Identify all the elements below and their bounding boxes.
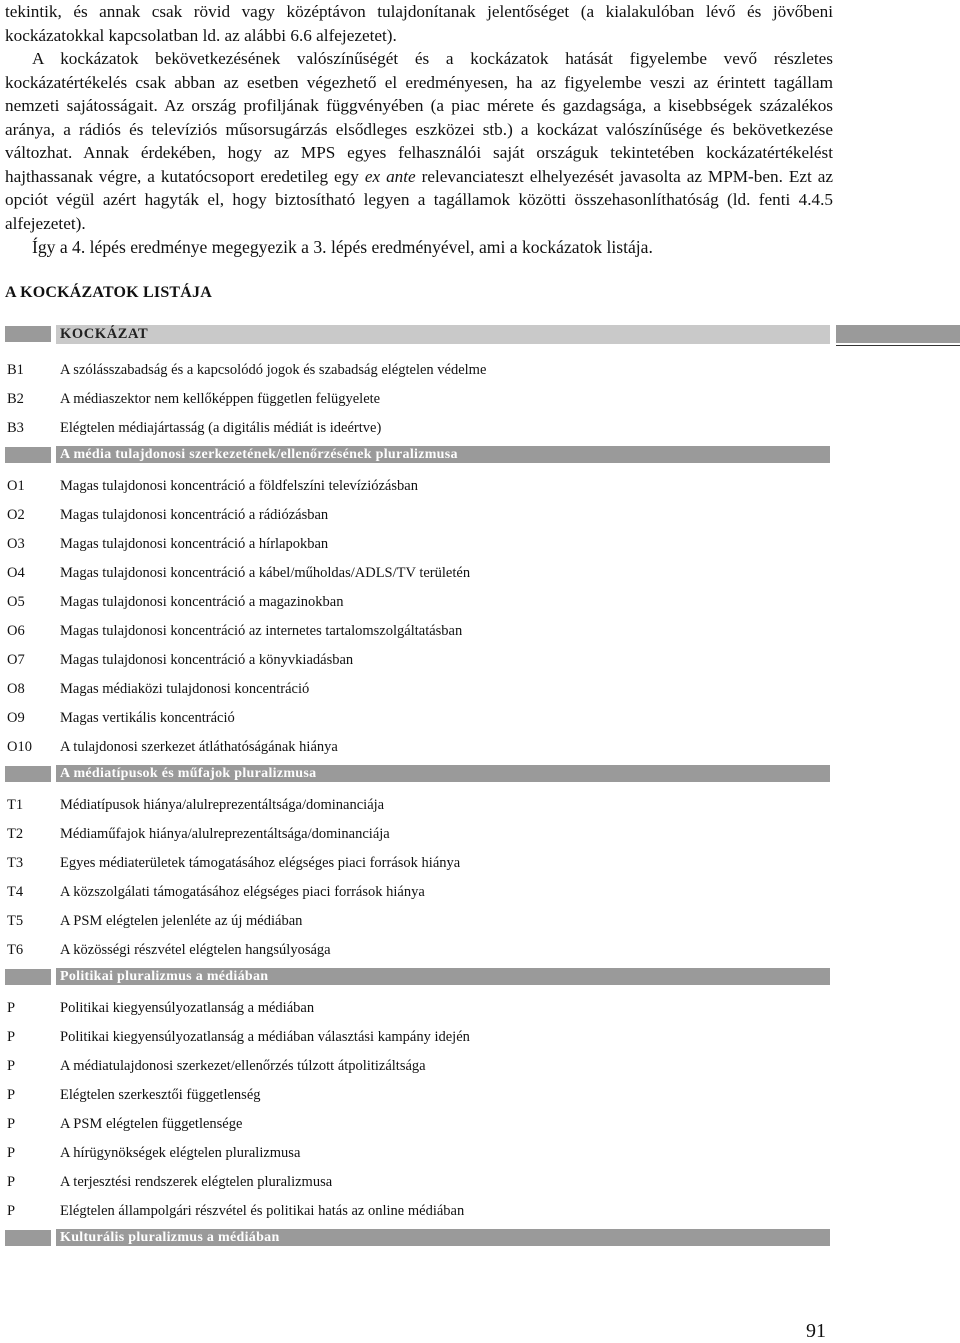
table-row bbox=[0, 678, 830, 700]
table-row bbox=[0, 1142, 830, 1164]
table-row bbox=[0, 852, 830, 874]
risk-code: O10 bbox=[7, 739, 32, 755]
risk-description: A tulajdonosi szerkezet átláthatóságának hiánya bbox=[60, 739, 338, 755]
table-row bbox=[0, 1113, 830, 1135]
risk-code: B1 bbox=[7, 362, 24, 378]
risk-description: A terjesztési rendszerek elégtelen pluralizmusa bbox=[60, 1174, 333, 1190]
table-row bbox=[0, 562, 830, 584]
table-header-bar bbox=[56, 325, 830, 344]
risk-code: T5 bbox=[7, 913, 24, 929]
risk-code: T1 bbox=[7, 797, 24, 813]
table-row bbox=[0, 1171, 830, 1193]
risk-code: O2 bbox=[7, 507, 25, 523]
risk-description: A PSM elégtelen függetlensége bbox=[60, 1116, 243, 1132]
risk-description: A PSM elégtelen jelenléte az új médiában bbox=[60, 913, 303, 929]
section-bar-left bbox=[5, 447, 51, 463]
risk-description: Magas tulajdonosi koncentráció az internetes tartalomszolgáltatásban bbox=[60, 623, 463, 639]
risk-code: T6 bbox=[7, 942, 24, 958]
risk-description: Egyes médiaterületek támogatásához elégséges piaci források hiánya bbox=[60, 855, 461, 871]
table-row bbox=[0, 417, 830, 439]
table-row bbox=[0, 1200, 830, 1222]
body-paragraph-part-1: A kockázatok bekövetkezésének valószínűségét és a kockázatok hatását figyelembe vevő részletes kockázatértékelés csak abban az esetben végezhető el eredményesen, ha az figyelembe veszi az érintett tagállam nemzeti sajátosságait. Az ország profiljának függvényében (a piac mérete és gazdagsága, a kisebbségek százalékos aránya, a rádiós és televíziós műsorsugárzás elsődleges eszközei stb.) a kockázat valószínűsége és bekövetkezése változhat. Annak érdekében, hogy az MPS egyes felhasználói saját országuk tekintetében kockázatértékelést hajthassanak végre, a kutatócsoport eredetileg egy bbox=[5, 49, 833, 186]
section-title: A média tulajdonosi szerkezetének/ellenőrzésének pluralizmusa bbox=[60, 447, 458, 462]
risk-code: P bbox=[7, 1145, 16, 1161]
table-row bbox=[0, 910, 830, 932]
risk-code: P bbox=[7, 1174, 16, 1190]
risk-code: O8 bbox=[7, 681, 25, 697]
risk-code: T3 bbox=[7, 855, 24, 871]
risk-description: A szólásszabadság és a kapcsolódó jogok és szabadság elégtelen védelme bbox=[60, 362, 487, 378]
risk-code: O5 bbox=[7, 594, 25, 610]
risk-description: Elégtelen médiajártasság (a digitális médiát is ideértve) bbox=[60, 420, 382, 436]
risk-description: A közszolgálati támogatásához elégséges piaci források hiánya bbox=[60, 884, 425, 900]
risk-description: Magas tulajdonosi koncentráció a könyvkiadásban bbox=[60, 652, 354, 668]
risk-description: Magas tulajdonosi koncentráció a magazinokban bbox=[60, 594, 344, 610]
body-paragraph-italic: ex ante bbox=[364, 166, 416, 186]
table-row bbox=[0, 591, 830, 613]
table-row bbox=[0, 794, 830, 816]
risk-description: A médiaszektor nem kellőképpen független felügyelete bbox=[60, 391, 381, 407]
risk-description: Magas tulajdonosi koncentráció a földfelszíni televíziózásban bbox=[60, 478, 418, 494]
table-row bbox=[0, 359, 830, 381]
risk-code: O3 bbox=[7, 536, 25, 552]
section-title: A médiatípusok és műfajok pluralizmusa bbox=[60, 766, 317, 781]
body-paragraph bbox=[5, 47, 833, 235]
table-row bbox=[0, 620, 830, 642]
risk-code: B2 bbox=[7, 391, 24, 407]
table-row bbox=[0, 533, 830, 555]
section-header-bar bbox=[56, 765, 830, 782]
table-row bbox=[0, 736, 830, 758]
risk-description: Politikai kiegyensúlyozatlanság a médiában bbox=[60, 1000, 315, 1016]
risk-code: O4 bbox=[7, 565, 25, 581]
table-row bbox=[0, 1055, 830, 1077]
decorative-bar-right bbox=[836, 325, 960, 343]
risk-code: P bbox=[7, 1058, 16, 1074]
section-bar-left bbox=[5, 326, 51, 342]
risk-description: A hírügynökségek elégtelen pluralizmusa bbox=[60, 1145, 301, 1161]
table-row bbox=[0, 707, 830, 729]
risk-code: P bbox=[7, 1087, 16, 1103]
table-row bbox=[0, 1026, 830, 1048]
body-paragraph-part-2: relevanciateszt elhelyezését javasolta az MPM-ben. Ezt az opciót végül azért hagyták el, hogy biztosítható legyen a tagállamok közötti összehasonlíthatóság (ld. fenti 4.4.5 alfejezetet). bbox=[5, 166, 833, 233]
table-row bbox=[0, 1084, 830, 1106]
section-title: Kulturális pluralizmus a médiában bbox=[60, 1230, 280, 1245]
risk-description: Magas tulajdonosi koncentráció a rádiózásban bbox=[60, 507, 329, 523]
table-row bbox=[0, 475, 830, 497]
risk-code: O7 bbox=[7, 652, 25, 668]
risk-description: Politikai kiegyensúlyozatlanság a médiában választási kampány idején bbox=[60, 1029, 470, 1045]
risk-description: Magas vertikális koncentráció bbox=[60, 710, 235, 726]
table-row bbox=[0, 388, 830, 410]
section-bar-left bbox=[5, 969, 51, 985]
section-header-bar bbox=[56, 1229, 830, 1246]
table-row bbox=[0, 881, 830, 903]
decorative-line-right bbox=[836, 345, 960, 346]
risk-code: P bbox=[7, 1116, 16, 1132]
conclusion-paragraph: Így a 4. lépés eredménye megegyezik a 3. lépés eredményével, ami a kockázatok listája. bbox=[32, 237, 653, 257]
table-header-label: KOCKÁZAT bbox=[60, 326, 149, 342]
risk-description: Elégtelen állampolgári részvétel és politikai hatás az online médiában bbox=[60, 1203, 465, 1219]
risk-description: Magas médiaközi tulajdonosi koncentráció bbox=[60, 681, 310, 697]
intro-paragraph: tekintik, és annak csak rövid vagy középtávon tulajdonítanak jelentőséget (a kialakulóban lévő és jövőbeni kockázatokkal kapcsolatban ld. az alábbi 6.6 alfejezetet). bbox=[5, 2, 833, 45]
section-heading: A KOCKÁZATOK LISTÁJA bbox=[5, 284, 213, 301]
table-row bbox=[0, 823, 830, 845]
risk-code: O6 bbox=[7, 623, 25, 639]
table-row bbox=[0, 649, 830, 671]
risk-code: P bbox=[7, 1000, 16, 1016]
risk-description: Médiatípusok hiánya/alulreprezentáltsága/dominanciája bbox=[60, 797, 385, 813]
section-bar-left bbox=[5, 766, 51, 782]
section-title: Politikai pluralizmus a médiában bbox=[60, 969, 269, 984]
risk-description: A közösségi részvétel elégtelen hangsúlyosága bbox=[60, 942, 331, 958]
table-row bbox=[0, 939, 830, 961]
table-row bbox=[0, 997, 830, 1019]
risk-code: O1 bbox=[7, 478, 25, 494]
section-header-bar bbox=[56, 968, 830, 985]
risk-code: T4 bbox=[7, 884, 24, 900]
section-header-bar bbox=[56, 446, 830, 463]
risk-code: P bbox=[7, 1203, 16, 1219]
risk-code: B3 bbox=[7, 420, 24, 436]
risk-code: P bbox=[7, 1029, 16, 1045]
section-bar-left bbox=[5, 1230, 51, 1246]
table-row bbox=[0, 504, 830, 526]
risk-description: Magas tulajdonosi koncentráció a kábel/műholdas/ADLS/TV területén bbox=[60, 565, 471, 581]
risk-description: Médiaműfajok hiánya/alulreprezentáltsága/dominanciája bbox=[60, 826, 390, 842]
risk-description: Magas tulajdonosi koncentráció a hírlapokban bbox=[60, 536, 329, 552]
risk-description: Elégtelen szerkesztői függetlenség bbox=[60, 1087, 261, 1103]
risk-code: O9 bbox=[7, 710, 25, 726]
risk-code: T2 bbox=[7, 826, 24, 842]
risk-description: A médiatulajdonosi szerkezet/ellenőrzés túlzott átpolitizáltsága bbox=[60, 1058, 426, 1074]
page-number: 91 bbox=[806, 1320, 826, 1342]
